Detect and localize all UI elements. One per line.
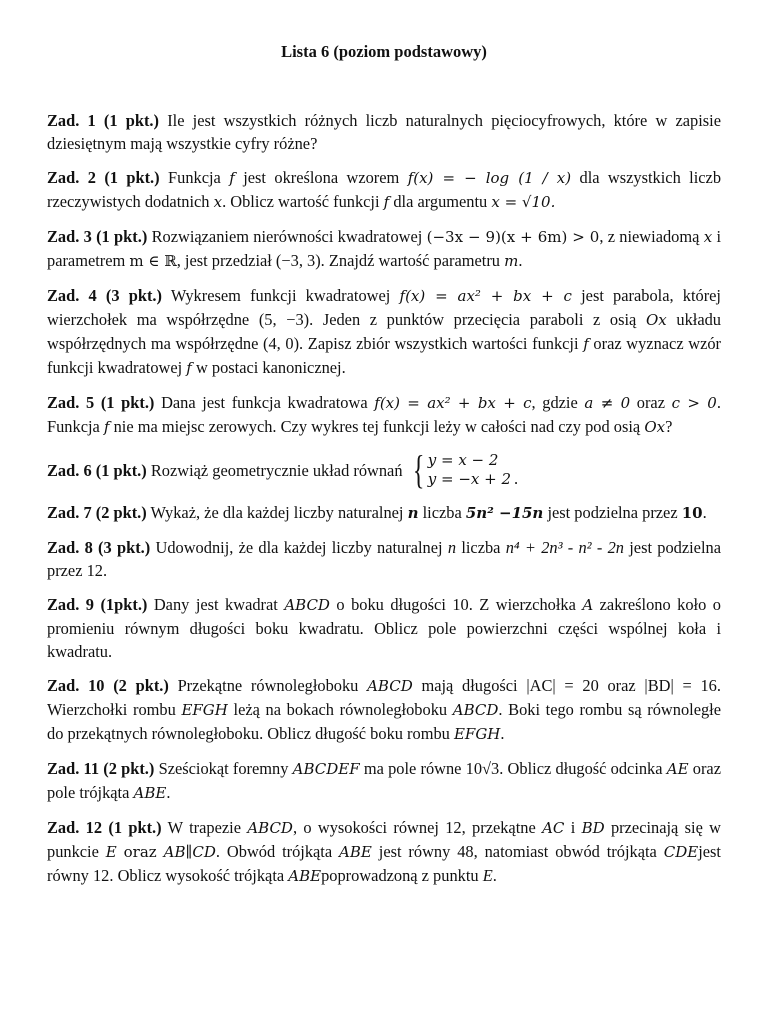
task-2 <box>47 166 721 214</box>
task-text: nie ma miejsc zerowych. Czy wykres tej funkcji leży w całości nad czy pod osią <box>113 417 641 436</box>
task-label: Zad. 11 (2 pkt.) <box>47 759 155 778</box>
task-text: jest parabola, której wierzchołek ma współrzędne (5, −3). Jeden z punktów przecięcia paraboli z osią <box>47 286 721 329</box>
math-expr: m ∈ ℝ <box>129 252 177 270</box>
task-text: Wykaż, że dla każdej liczby naturalnej <box>150 503 404 522</box>
task-text: . <box>500 724 505 743</box>
task-label: Zad. 12 (1 pkt.) <box>47 818 162 837</box>
task-text: Dana jest funkcja kwadratowa <box>161 393 368 412</box>
task-text: , jest przedział (−3, 3). Znajdź wartość parametru <box>176 251 500 270</box>
math-expr: f <box>583 335 589 353</box>
task-text: oraz pole trójkąta <box>47 759 721 802</box>
task-text: Funkcja <box>168 168 221 187</box>
math-expr: f <box>229 169 235 187</box>
task-text: o boku długości 10. Z wierzchołka <box>336 595 576 614</box>
task-label: Zad. 4 (3 pkt.) <box>47 286 162 305</box>
math-expr: EFGH <box>181 701 228 719</box>
math-expr: A <box>582 596 594 614</box>
task-9 <box>47 593 721 663</box>
math-expr: ABE <box>339 843 372 861</box>
task-text: Przekątne równoległoboku <box>177 676 359 695</box>
task-text: liczba <box>422 503 462 522</box>
task-text: oraz <box>123 843 157 861</box>
task-label: Zad. 9 (1pkt.) <box>47 595 148 614</box>
task-text: liczba <box>461 538 501 557</box>
task-text: Udowodnij, że dla każdej liczby naturalnej <box>155 538 443 557</box>
task-text: jest określona wzorem <box>243 168 400 187</box>
math-expr: n <box>447 538 457 557</box>
page-title: Lista 6 (poziom podstawowy) <box>281 42 487 61</box>
task-label: Zad. 1 (1 pkt.) <box>47 111 159 130</box>
math-expr: f <box>383 193 390 211</box>
task-label: Zad. 5 (1 pkt.) <box>47 393 155 412</box>
task-text: jest równy 12. Oblicz wysokość trójkąta <box>47 842 721 885</box>
math-expr: x <box>213 193 223 211</box>
math-expr: f(x) = ax² + bx + c <box>374 394 532 412</box>
task-text: ? <box>665 417 673 436</box>
task-text: . Oblicz wartość funkcji <box>222 192 380 211</box>
task-text: . <box>518 251 523 270</box>
task-text: i parametrem <box>47 227 722 270</box>
task-list <box>47 109 721 888</box>
task-text: . <box>514 469 519 488</box>
task-text: Wykresem funkcji kwadratowej <box>170 286 391 305</box>
task-label: Zad. 2 (1 pkt.) <box>47 168 160 187</box>
math-expr: ABE <box>288 867 322 885</box>
task-text: dla argumentu <box>393 192 488 211</box>
task-3 <box>47 225 721 273</box>
task-5 <box>47 391 721 439</box>
math-expr: E <box>482 866 493 885</box>
math-expr: Ox <box>645 311 667 329</box>
task-8 <box>47 536 721 582</box>
task-text: Rozwiąż geometrycznie układ równań <box>150 460 403 480</box>
task-text: jest równy 48, natomiast obwód trójkąta <box>378 842 657 861</box>
equation-system <box>409 447 519 492</box>
task-10 <box>47 674 721 746</box>
math-expr: ABCD <box>284 596 330 614</box>
task-text: w postaci kanonicznej. <box>195 358 346 377</box>
task-label: Zad. 3 (1 pkt.) <box>47 227 148 246</box>
task-text: . <box>702 503 707 522</box>
math-expr: (−3x − 9)(x + 6m) > 0 <box>426 228 600 246</box>
math-expr: f(x) = − log (1 / x) <box>407 169 572 187</box>
task-text: przecinają się w punkcie <box>47 818 721 861</box>
math-expr: ABCD <box>367 677 413 695</box>
task-4 <box>47 284 721 380</box>
math-expr: f <box>186 359 192 377</box>
math-expr: BD <box>581 819 605 837</box>
task-text: oraz <box>636 393 665 412</box>
math-expr: AE <box>666 760 689 778</box>
task-text: W trapezie <box>167 818 241 837</box>
math-expr: ABE <box>133 784 167 802</box>
task-text: jest podzielna przez 12. <box>47 538 721 580</box>
task-text: zakreślono koło o promieniu równym długości boku kwadratu. Oblicz pole powierzchni części wspólnej koła i kwadratu. <box>47 595 721 661</box>
math-expr: m <box>504 252 519 270</box>
task-text: dla wszystkich liczb rzeczywistych dodatnich <box>47 168 722 211</box>
math-expr: 10 <box>681 504 703 522</box>
task-text: , o wysokości równej 12, przekątne <box>292 818 536 837</box>
math-expr: AC <box>542 819 565 837</box>
task-label: Zad. 6 (1 pkt.) <box>47 460 147 480</box>
task-11 <box>47 757 721 805</box>
task-text: . Boki tego rombu są równoległe do przekątnych równoległoboku. Oblicz długość boku rombu <box>47 700 721 743</box>
task-text: Dany jest kwadrat <box>153 595 278 614</box>
math-expr: ABCD <box>247 819 293 837</box>
task-text: Rozwiązaniem nierówności kwadratowej <box>151 227 423 246</box>
math-expr: a ≠ 0 <box>584 394 631 412</box>
task-text: poprowadzoną z punktu <box>321 866 479 885</box>
math-expr: x = √10. <box>491 193 556 211</box>
math-expr: E <box>105 843 117 861</box>
math-expr: f(x) = ax² + bx + c <box>399 287 572 305</box>
task-text: . Funkcja <box>47 393 721 436</box>
task-text: Sześciokąt foremny <box>158 759 289 778</box>
math-expr: AB∥CD <box>163 843 216 861</box>
math-expr: ABCD <box>452 701 499 719</box>
math-expr: n <box>407 504 419 522</box>
math-expr: 5n² −15n <box>465 504 544 522</box>
task-text: jest podzielna przez <box>547 503 678 522</box>
math-expr: Ox <box>644 418 666 436</box>
task-text: . <box>166 783 171 802</box>
task-text: . Obwód trójkąta <box>215 842 333 861</box>
task-text: Ile jest wszystkich różnych liczb naturalnych pięciocyfrowych, które w zapisie dziesiętnym mają wszystkie cyfry różne? <box>47 111 721 153</box>
task-text: , gdzie <box>531 393 578 412</box>
task-text: leżą na bokach równoległoboku <box>233 700 448 719</box>
task-text: ma pole równe 10√3. Oblicz długość odcinka <box>363 759 663 778</box>
task-text: oraz wyznacz wzór funkcji kwadratowej <box>47 334 722 377</box>
task-text: . <box>492 866 497 885</box>
task-label: Zad. 10 (2 pkt.) <box>47 676 169 695</box>
math-expr: n⁴ + 2n³ - n² - 2n <box>505 538 624 557</box>
math-expr: x <box>703 228 713 246</box>
task-text: mają długości |AC| = 20 oraz |BD| = 16. Wierzchołki rombu <box>47 676 721 719</box>
math-expr: f <box>103 418 110 436</box>
task-1 <box>47 109 721 155</box>
task-7 <box>47 501 721 525</box>
task-text: i <box>570 818 576 837</box>
math-expr: CDE <box>663 843 699 861</box>
math-expr: EFGH <box>453 725 501 743</box>
task-6 <box>47 447 721 492</box>
task-label: Zad. 8 (3 pkt.) <box>47 538 151 557</box>
equation-1: y = x − 2 <box>427 451 499 469</box>
task-label: Zad. 7 (2 pkt.) <box>47 503 147 522</box>
math-expr: ABCDEF <box>292 760 360 778</box>
brace-symbol: { <box>412 447 424 492</box>
task-text: , z niewiadomą <box>599 227 700 246</box>
equation-2: y = −x + 2 <box>427 470 511 488</box>
math-expr: c > 0 <box>671 394 717 412</box>
task-12 <box>47 816 721 888</box>
task-text: układu współrzędnych ma współrzędne (4, 0). Zapisz zbiór wszystkich wartości funkcji <box>47 310 721 353</box>
